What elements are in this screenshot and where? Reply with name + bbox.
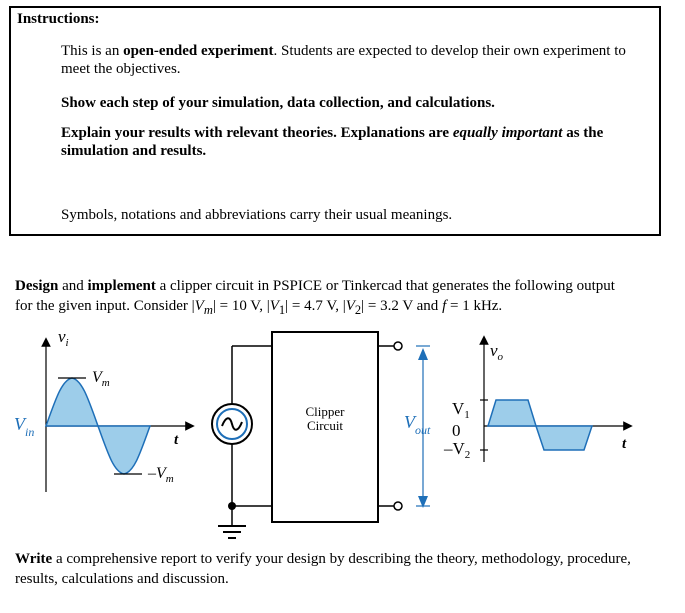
vo-axis-label: $v_o$ [490, 341, 504, 363]
circuit-label: Circuit [306, 418, 344, 433]
report-instruction: Write a comprehensive report to verify your design by describing the theory, methodology, procedure, results, calculations and discussion. [15, 551, 631, 587]
neg-v2-label: $-V_2$ [444, 439, 471, 461]
instruction-explain: Explain your results with relevant theories. Explanations are equally important as the simulation and results. [61, 125, 604, 159]
instructions-box [9, 6, 661, 236]
input-sine-negative [98, 426, 150, 474]
output-terminal-bottom [394, 502, 402, 510]
output-clipped-positive [488, 400, 536, 426]
instruction-open-ended: This is an open-ended experiment. Students are expected to develop their own experiment to meet the objectives. [61, 43, 626, 77]
instructions-title: Instructions: [17, 11, 100, 27]
ac-source [212, 346, 272, 538]
input-sine-positive [46, 378, 98, 426]
open-ended-emphasis: open-ended experiment [123, 43, 274, 59]
vin-label: $V_{in}$ [14, 414, 35, 439]
clipper-label: Clipper [305, 404, 345, 419]
input-t-label: t [174, 432, 179, 448]
output-t-label: t [622, 436, 627, 452]
vi-axis-label: $v_i$ [58, 327, 69, 349]
vout-label: $V_{out}$ [404, 412, 431, 437]
input-waveform-plot [46, 327, 190, 492]
neg-vm-label: $-V_m$ [148, 465, 174, 485]
instruction-symbols: Symbols, notations and abbreviations carry their usual meanings. [61, 207, 453, 223]
v1-label: $V_1$ [452, 399, 470, 421]
equally-important-emphasis: equally important [452, 125, 563, 141]
output-terminal-top [394, 342, 402, 350]
instruction-show-steps: Show each step of your simulation, data collection, and calculations. [61, 95, 495, 111]
output-clipped-negative [536, 426, 592, 450]
task-description: Design and implement a clipper circuit in PSPICE or Tinkercad that generates the following output for the given input. Consider $|V_m| = 10$ V, $|V_1| = 4.7$ V, $|V_2| = 3.2$ V and f = 1 kHz. [15, 278, 615, 317]
vm-label: $V_m$ [92, 369, 110, 389]
zero-label: 0 [452, 421, 461, 440]
output-waveform-plot [443, 340, 628, 462]
clipper-figure [0, 320, 685, 550]
